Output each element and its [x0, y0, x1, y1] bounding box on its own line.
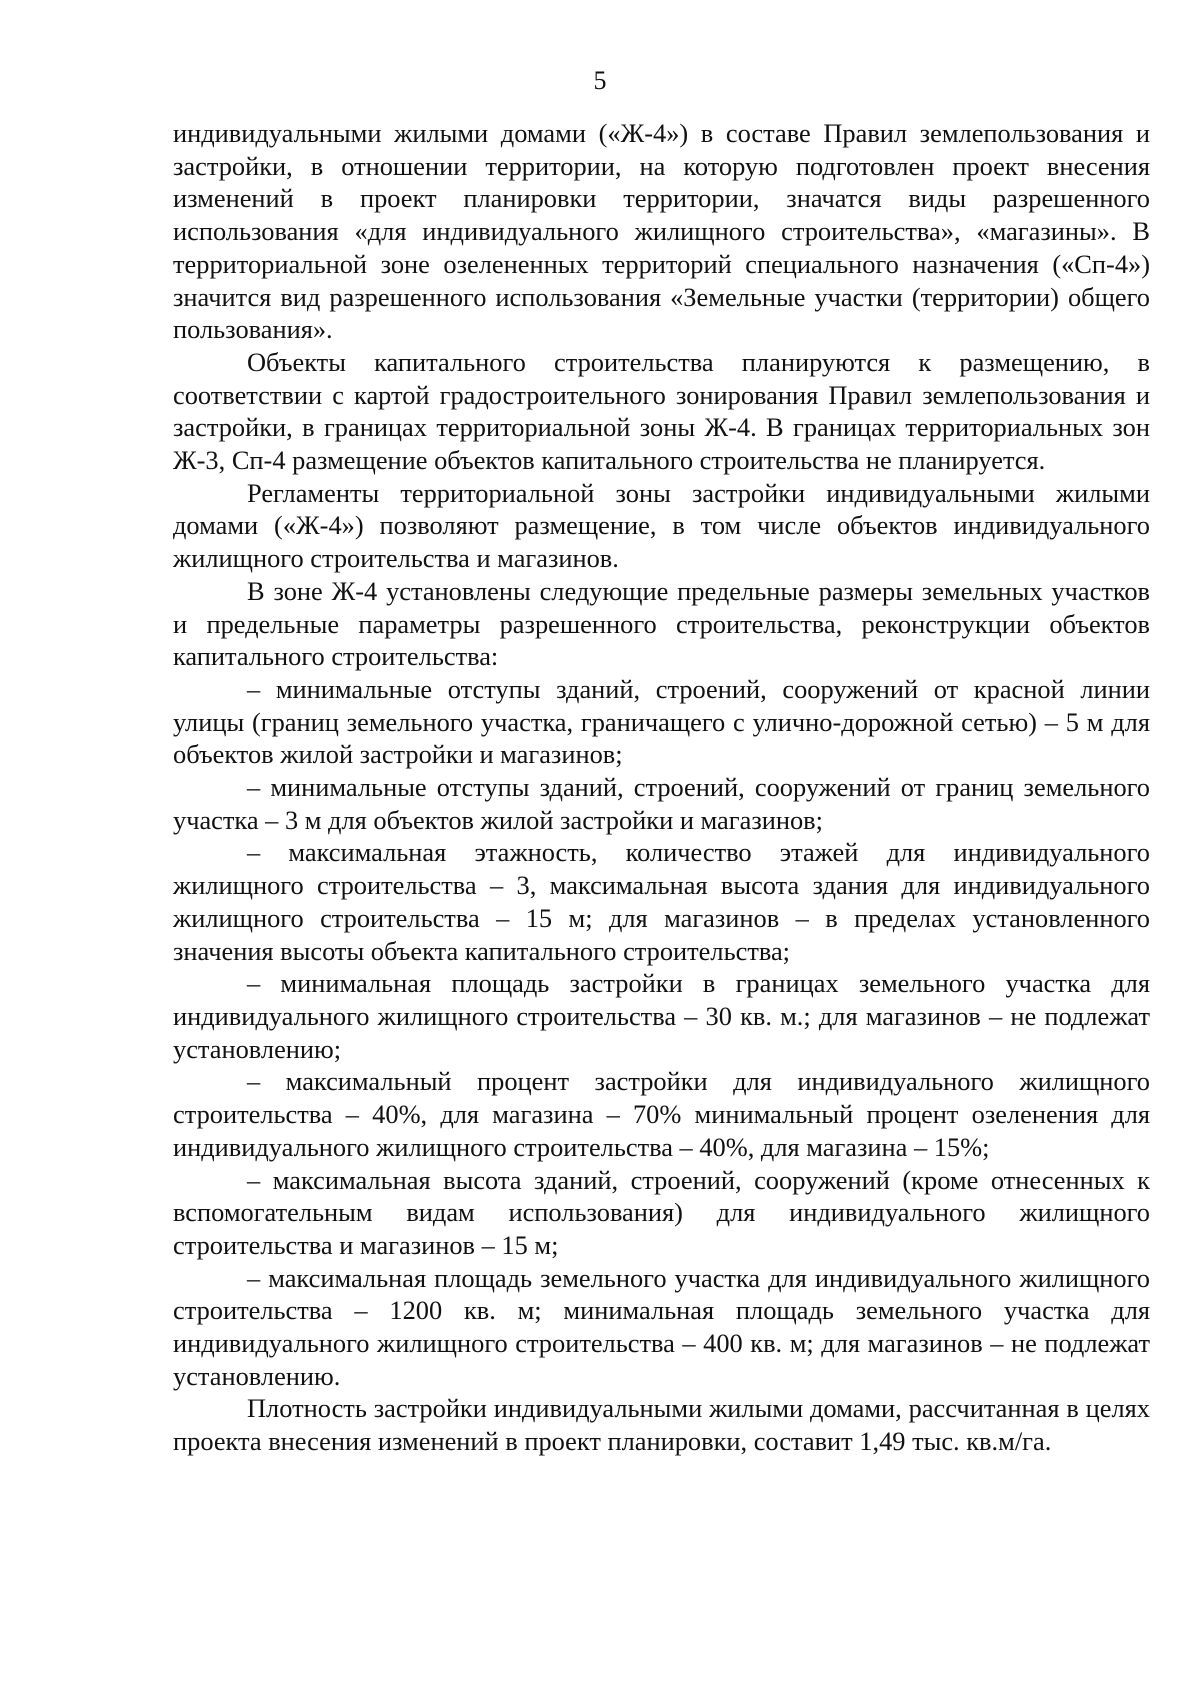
list-item-min-building-area: – минимальная площадь застройки в границах земельного участка для индивидуального жилищного строительства – 30 кв. м.; для магазинов – не подлежат установлению; [173, 968, 1150, 1064]
list-item-max-coverage-percent: – максимальный процент застройки для индивидуального жилищного строительства – 40%, для магазина – 70% минимальный процент озеленения для индивидуального жилищного строительства – 40%, для магазина – 15%; [173, 1066, 1150, 1162]
paragraph-capital-construction-placement: Объекты капитального строительства планируются к размещению, в соответствии с картой градостроительного зонирования Правил землепользования и застройки, в границах территориальной зоны Ж-4. В границах территориальных зон Ж-3, Сп-4 размещение объектов капитального строительства не планируется. [173, 346, 1150, 476]
paragraph-limit-parameters-intro: В зоне Ж-4 установлены следующие предельные размеры земельных участков и предельные параметры разрешенного строительства, реконструкции объектов капитального строительства: [173, 575, 1150, 672]
paragraph-zone-regulations: Регламенты территориальной зоны застройки индивидуальными жилыми домами («Ж-4») позволяют размещение, в том числе объектов индивидуального жилищного строительства и магазинов. [173, 477, 1150, 574]
list-item-red-line-setback: – минимальные отступы зданий, строений, сооружений от красной линии улицы (границ земельного участка, граничащего с улично-дорожной сетью) – 5 м для объектов жилой застройки и магазинов; [173, 673, 1150, 770]
paragraph-building-density: Плотность застройки индивидуальными жилыми домами, рассчитанная в целях проекта внесения изменений в проект планировки, составит 1,49 тыс. кв.м/га. [173, 1393, 1150, 1457]
list-item-max-floors-height: – максимальная этажность, количество этажей для индивидуального жилищного строительства – 3, максимальная высота здания для индивидуального жилищного строительства – 15 м; для магазинов – в пределах установленного значения высоты объекта капитального строительства; [173, 837, 1150, 966]
list-item-max-building-height: – максимальная высота зданий, строений, сооружений (кроме отнесенных к вспомогательным видам использования) для индивидуального жилищного строительства и магазинов – 15 м; [173, 1164, 1150, 1260]
page-number: 5 [593, 66, 607, 95]
list-item-boundary-setback: – минимальные отступы зданий, строений, сооружений от границ земельного участка – 3 м для объектов жилой застройки и магазинов; [173, 772, 1150, 835]
list-item-plot-area-limits: – максимальная площадь земельного участка для индивидуального жилищного строительства – 1200 кв. м; минимальная площадь земельного участка для индивидуального жилищного строительства – 400 кв. м; для магазинов – не подлежат установлению. [173, 1262, 1150, 1391]
document-body [173, 117, 1150, 1458]
paragraph-zone-land-use-types: индивидуальными жилыми домами («Ж-4») в составе Правил землепользования и застройки, в отношении территории, на которую подготовлен проект внесения изменений в проект планировки территории, значатся виды разрешенного использования «для индивидуального жилищного строительства», «магазины». В территориальной зоне озелененных территорий специального назначения («Сп-4») значится вид разрешенного использования «Земельные участки (территории) общего пользования». [173, 118, 1150, 345]
